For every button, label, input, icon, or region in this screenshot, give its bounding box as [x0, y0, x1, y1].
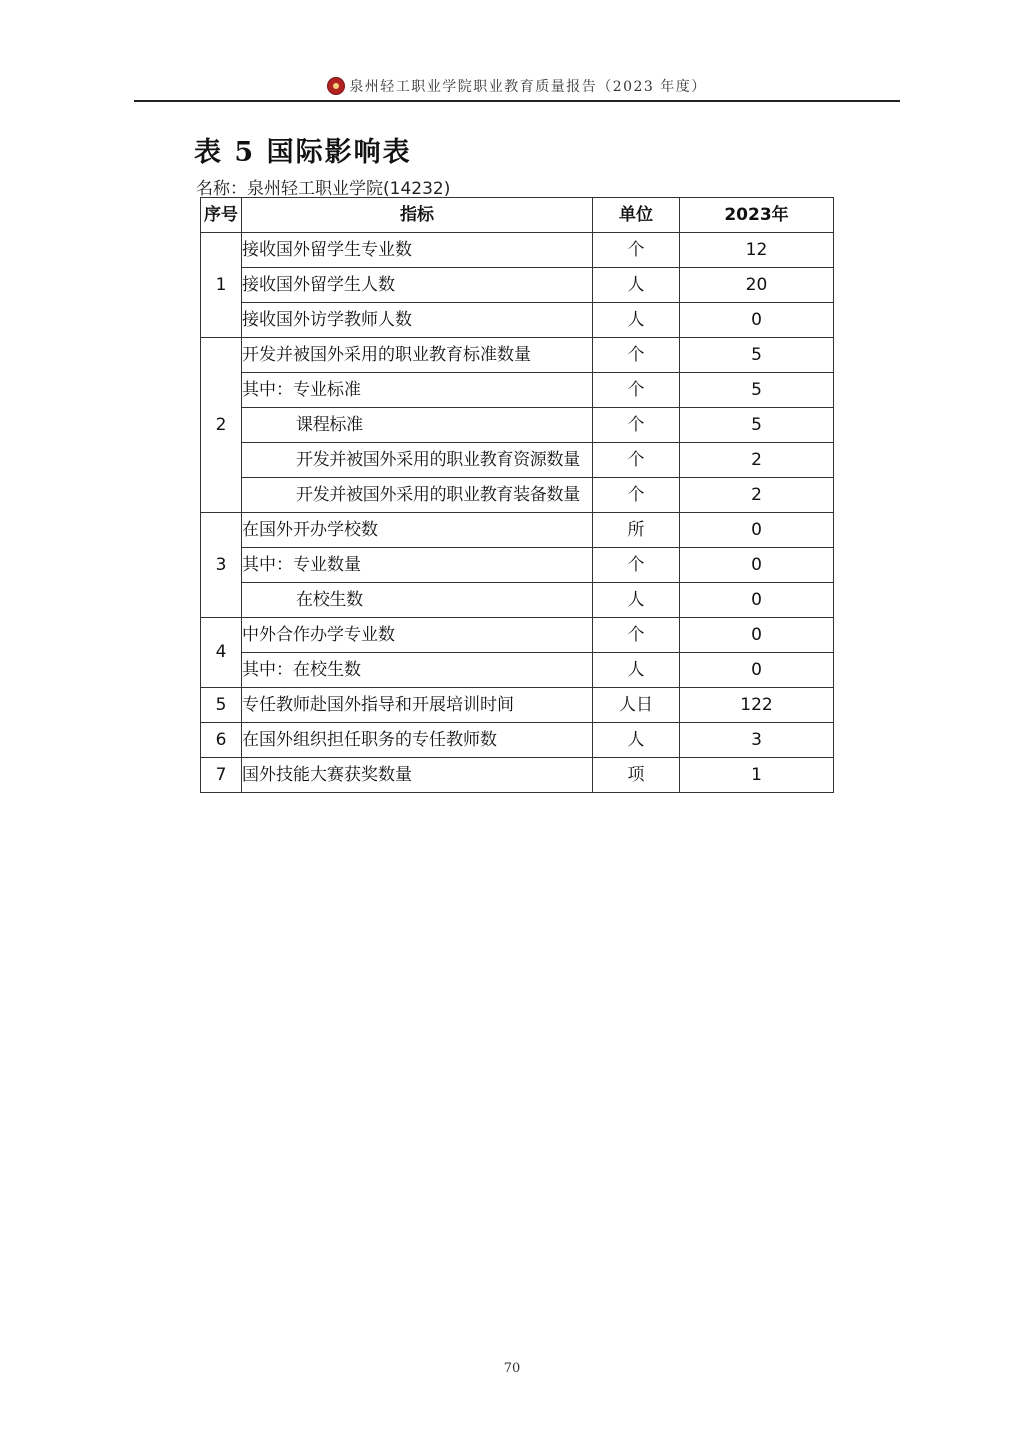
row-index: 6: [201, 723, 242, 758]
table-row: [201, 233, 834, 268]
page-number: 70: [503, 1361, 521, 1376]
table-row: [201, 618, 834, 653]
table-head: [201, 198, 834, 233]
indicator-cell: 接收国外访学教师人数: [242, 303, 593, 338]
value-cell: 0: [680, 513, 834, 548]
international-influence-table: [200, 197, 834, 793]
table-row: [201, 548, 834, 583]
indicator-cell: 课程标准: [242, 408, 593, 443]
indicator-cell: 接收国外留学生人数: [242, 268, 593, 303]
value-cell: 0: [680, 583, 834, 618]
indicator-cell: 开发并被国外采用的职业教育标准数量: [242, 338, 593, 373]
column-header-index: 序号: [201, 198, 242, 233]
unit-cell: 个: [593, 233, 680, 268]
school-emblem-icon: [327, 77, 345, 95]
table-row: [201, 583, 834, 618]
indicator-cell: 国外技能大赛获奖数量: [242, 758, 593, 793]
table-row: [201, 408, 834, 443]
indicator-cell: 其中：在校生数: [242, 653, 593, 688]
emblem-center: [333, 83, 339, 89]
table-row: [201, 373, 834, 408]
header-inner: [327, 76, 707, 96]
unit-cell: 人: [593, 303, 680, 338]
unit-cell: 个: [593, 338, 680, 373]
indicator-cell: 专任教师赴国外指导和开展培训时间: [242, 688, 593, 723]
value-cell: 1: [680, 758, 834, 793]
unit-cell: 个: [593, 478, 680, 513]
value-cell: 5: [680, 338, 834, 373]
column-header-indicator: 指标: [242, 198, 593, 233]
table-row: [201, 268, 834, 303]
unit-cell: 人日: [593, 688, 680, 723]
value-cell: 0: [680, 653, 834, 688]
row-index: 7: [201, 758, 242, 793]
unit-cell: 人: [593, 653, 680, 688]
unit-cell: 所: [593, 513, 680, 548]
row-index: 5: [201, 688, 242, 723]
indicator-cell: 中外合作办学专业数: [242, 618, 593, 653]
unit-cell: 个: [593, 373, 680, 408]
row-index: 3: [201, 513, 242, 618]
indicator-cell: 其中：专业标准: [242, 373, 593, 408]
indicator-cell: 在校生数: [242, 583, 593, 618]
value-cell: 20: [680, 268, 834, 303]
table-body: [201, 233, 834, 793]
header-row: [201, 198, 834, 233]
indicator-cell: 在国外开办学校数: [242, 513, 593, 548]
column-header-value: 2023年: [680, 198, 834, 233]
value-cell: 5: [680, 408, 834, 443]
unit-cell: 人: [593, 268, 680, 303]
value-cell: 5: [680, 373, 834, 408]
header-text: 泉州轻工职业学院职业教育质量报告（2023 年度）: [349, 79, 707, 95]
unit-cell: 个: [593, 618, 680, 653]
value-cell: 3: [680, 723, 834, 758]
row-index: 2: [201, 338, 242, 513]
table-row: [201, 688, 834, 723]
institution-name: 名称：泉州轻工职业学院(14232): [196, 179, 451, 199]
page-header: [134, 72, 900, 102]
value-cell: 122: [680, 688, 834, 723]
table-title: 表 5 国际影响表: [194, 137, 412, 168]
table-row: [201, 723, 834, 758]
unit-cell: 个: [593, 408, 680, 443]
unit-cell: 个: [593, 548, 680, 583]
table-row: [201, 653, 834, 688]
unit-cell: 个: [593, 443, 680, 478]
indicator-cell: 开发并被国外采用的职业教育资源数量: [242, 443, 593, 478]
indicator-cell: 其中：专业数量: [242, 548, 593, 583]
value-cell: 0: [680, 303, 834, 338]
row-index: 4: [201, 618, 242, 688]
table-row: [201, 338, 834, 373]
table-row: [201, 513, 834, 548]
value-cell: 12: [680, 233, 834, 268]
value-cell: 2: [680, 443, 834, 478]
row-index: 1: [201, 233, 242, 338]
table-row: [201, 758, 834, 793]
unit-cell: 人: [593, 583, 680, 618]
value-cell: 2: [680, 478, 834, 513]
unit-cell: 项: [593, 758, 680, 793]
table-row: [201, 303, 834, 338]
unit-cell: 人: [593, 723, 680, 758]
table-row: [201, 443, 834, 478]
indicator-cell: 在国外组织担任职务的专任教师数: [242, 723, 593, 758]
column-header-unit: 单位: [593, 198, 680, 233]
indicator-cell: 接收国外留学生专业数: [242, 233, 593, 268]
value-cell: 0: [680, 548, 834, 583]
indicator-cell: 开发并被国外采用的职业教育装备数量: [242, 478, 593, 513]
value-cell: 0: [680, 618, 834, 653]
table-row: [201, 478, 834, 513]
